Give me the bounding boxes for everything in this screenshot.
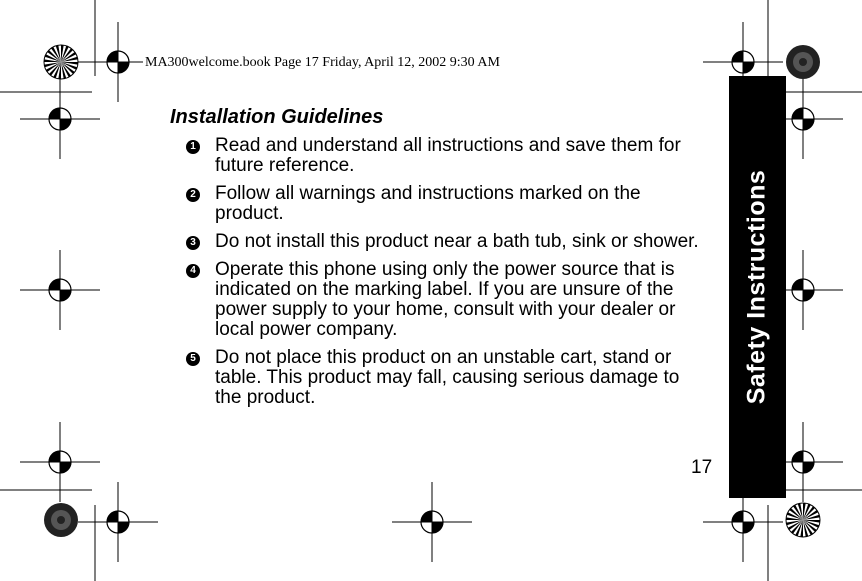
guideline-item [186, 348, 716, 408]
section-title: Installation Guidelines [170, 106, 384, 128]
guideline-item [186, 136, 716, 176]
number-3-icon: 3 [186, 236, 200, 250]
side-tab [729, 76, 786, 498]
guideline-item [186, 184, 716, 224]
crosshair-mark-icon [20, 250, 100, 330]
guideline-text: Do not place this product on an unstable cart, stand or table. This product may fall, causing serious damage to the product. [215, 347, 680, 408]
guideline-text: Do not install this product near a bath tub, sink or shower. [215, 231, 699, 252]
number-2-icon: 2 [186, 188, 200, 202]
book-file-info: MA300welcome.book Page 17 Friday, April 12, 2002 9:30 AM [145, 55, 500, 70]
number-5-icon: 5 [186, 352, 200, 366]
starburst-mark-icon [44, 45, 78, 79]
crosshair-mark-icon [392, 482, 472, 562]
starburst-mark-icon [786, 503, 820, 537]
guideline-item [186, 260, 716, 340]
crosshair-mark-icon [78, 482, 158, 562]
guideline-item [186, 232, 716, 252]
guideline-text: Operate this phone using only the power source that is indicated on the marking label. If you are unsure of the power supply to your home, consult with your dealer or local power company. [215, 259, 676, 340]
solid-disc-mark-icon [44, 503, 78, 537]
crosshair-mark-icon [20, 79, 100, 159]
number-1-icon: 1 [186, 140, 200, 154]
guideline-text: Follow all warnings and instructions marked on the product. [215, 183, 641, 224]
guideline-list [186, 136, 716, 416]
guideline-text: Read and understand all instructions and save them for future reference. [215, 135, 681, 176]
number-4-icon: 4 [186, 264, 200, 278]
page-number: 17 [691, 457, 713, 478]
side-tab-label: Safety Instructions [742, 169, 771, 405]
solid-disc-mark-icon [786, 45, 820, 79]
